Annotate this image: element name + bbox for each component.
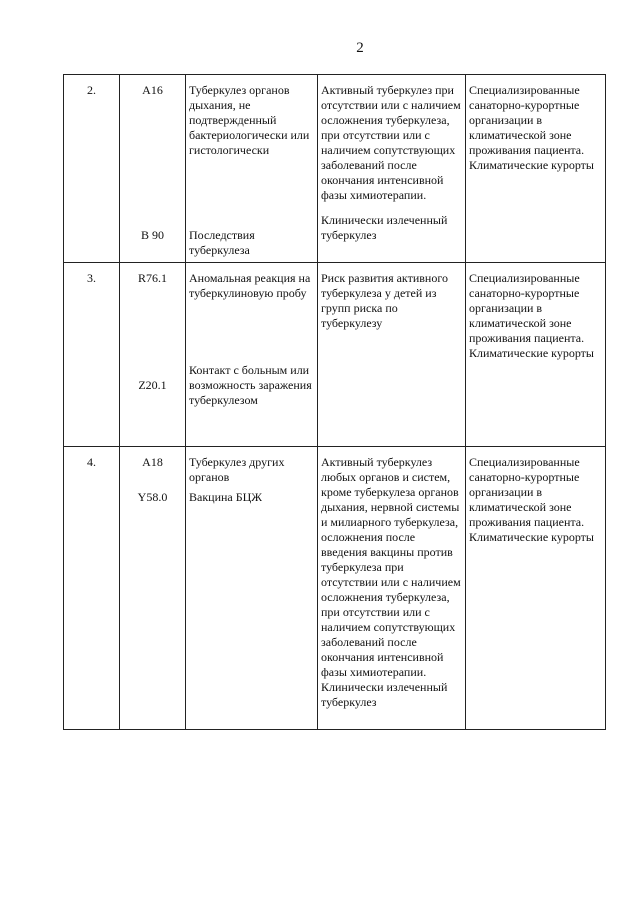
icd-code: Y58.0 xyxy=(137,490,168,504)
facility-cell xyxy=(466,75,606,263)
page-number: 2 xyxy=(356,40,364,56)
code-cell xyxy=(120,263,186,447)
facility-text: Специализированные санаторно-курортные организации в климатической зоне проживания пациента. Климатические курорты xyxy=(469,271,594,360)
disease-text: Аномальная реакция на туберкулиновую пробу xyxy=(189,271,311,300)
code-cell xyxy=(120,75,186,263)
disease-cell xyxy=(186,447,318,730)
facility-text: Специализированные санаторно-курортные организации в климатической зоне проживания пациента. Климатические курорты xyxy=(469,83,594,172)
row-number: 2. xyxy=(64,75,120,263)
disease-text: Последствия туберкулеза xyxy=(189,228,255,257)
disease-cell xyxy=(186,263,318,447)
row-number: 3. xyxy=(64,263,120,447)
treatment-table xyxy=(63,74,606,730)
facility-cell xyxy=(466,263,606,447)
indication-cell xyxy=(318,75,466,263)
row-number: 4. xyxy=(64,447,120,730)
indication-text: Активный туберкулез любых органов и систем, кроме туберкулеза органов дыхания, нервной системы и милиарного туберкулеза, осложнения после введения вакцины против туберкулеза при отсутствии или с наличием осложнения туберкулеза, при отсутствии или с наличием сопутствующих заболеваний после окончания интенсивной фазы химиотерапии. Клинически излеченный туберкулез xyxy=(321,455,461,709)
indication-cell xyxy=(318,263,466,447)
indication-text: Риск развития активного туберкулеза у детей из групп риска по туберкулезу xyxy=(321,271,448,330)
indication-text: Активный туберкулез при отсутствии или с наличием осложнения туберкулеза, при отсутствии или с наличием сопутствующих заболеваний после окончания интенсивной фазы химиотерапии. xyxy=(321,83,461,202)
table-row xyxy=(64,263,606,447)
facility-cell xyxy=(466,447,606,730)
icd-code: A18 xyxy=(142,455,163,469)
indication-cell xyxy=(318,447,466,730)
disease-text: Туберкулез органов дыхания, не подтвержденный бактериологически или гистологически xyxy=(189,83,310,157)
icd-code: B 90 xyxy=(140,228,164,242)
disease-text: Контакт с больным или возможность заражения туберкулезом xyxy=(189,363,312,407)
disease-text: Туберкулез других органов xyxy=(189,455,285,484)
indication-text: Клинически излеченный туберкулез xyxy=(321,213,448,242)
code-cell xyxy=(120,447,186,730)
facility-text: Специализированные санаторно-курортные организации в климатической зоне проживания пациента. Климатические курорты xyxy=(469,455,594,544)
table-row xyxy=(64,75,606,263)
icd-code: R76.1 xyxy=(137,271,167,285)
disease-text: Вакцина БЦЖ xyxy=(189,490,263,504)
icd-code: Z20.1 xyxy=(138,378,167,392)
icd-code: A16 xyxy=(142,83,163,97)
table-row xyxy=(64,447,606,730)
disease-cell xyxy=(186,75,318,263)
